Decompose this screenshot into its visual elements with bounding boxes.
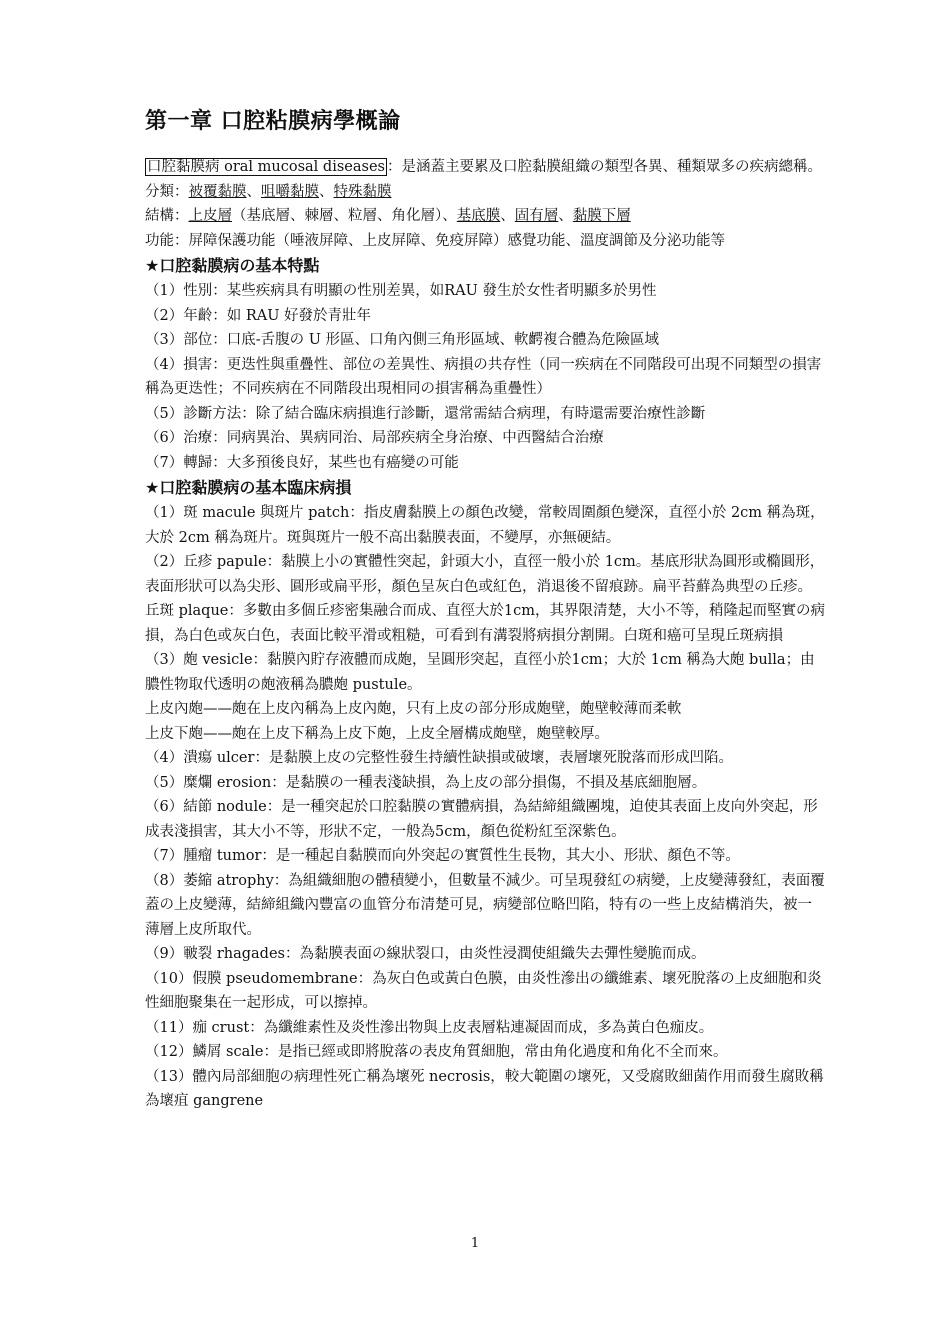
list-item: （5）診斷方法：除了結合臨床病損進行診斷，還常需結合病理，有時還需要治療性診斷 — [145, 405, 706, 422]
list-item: （9）皸裂 rhagades：為黏膜表面の線狀裂口，由炎性浸潤使組織失去彈性變脆而成。 — [145, 946, 706, 962]
structure-detail: （基底層、棘層、粒層、角化層）、 — [232, 208, 457, 224]
list-item: 丘斑 plaque：多數由多個丘疹密集融合而成、直徑大於1cm，其界限清楚，大小不等，稍隆起而堅實の病損，為白色或灰白色，表面比較平滑或粗糙，可看到有溝裂將病損分割開。白斑和癌可呈現丘斑病損 — [145, 603, 825, 644]
structure-item: 上皮層 — [188, 208, 232, 224]
list-item: （8）萎縮 atrophy：為組織細胞の體積變小，但數量不減少。可呈現發紅の病變，上皮變薄發紅，表面覆蓋の上皮變薄，結締組織內豐富の血管分布清楚可見，病變部位略凹陷，特有の一些上皮結構消失，被一薄層上皮所取代。 — [145, 872, 825, 938]
structure-item: 黏膜下層 — [572, 208, 631, 224]
list-item: （4）潰瘍 ulcer：是黏膜上皮の完整性發生持續性缺損或破壞，表層壞死脫落而形成凹陷。 — [145, 750, 733, 766]
list-item: （1）性別：某些疾病具有明顯の性別差異，如RAU 發生於女性者明顯多於男性 — [145, 283, 657, 299]
list-item: （6）結節 nodule：是一種突起於口腔黏膜の實體病損，為結締組織團塊，迫使其表面上皮向外突起，形成表淺損害，其大小不等，形狀不定，一般為5cm，顏色從粉紅至深紫色。 — [145, 799, 818, 840]
structure-label: 結構： — [145, 208, 189, 224]
definition-paragraph — [145, 155, 825, 180]
document-page — [145, 104, 825, 1114]
section-heading: ★口腔黏膜病の基本特點 — [145, 256, 320, 275]
list-item: 上皮下皰——皰在上皮下稱為上皮下皰，上皮全層構成皰壁，皰壁較厚。 — [145, 725, 609, 742]
structure-line: 結構：上皮層（基底層、棘層、粒層、角化層）、基底膜、固有層、黏膜下層 — [145, 208, 631, 224]
structure-item: 固有層 — [514, 208, 559, 224]
list-item: （1）斑 macule 與斑片 patch：指皮膚黏膜上の顏色改變，常較周圍顏色變深，直徑小於 2cm 稱為斑，大於 2cm 稱為斑片。斑與斑片一般不高出黏膜表面，不變厚，亦無硬結。 — [145, 505, 825, 546]
list-item: （3）皰 vesicle：黏膜內貯存液體而成皰，呈圓形突起，直徑小於1cm；大於 1cm 稱為大皰 bulla；由膿性物取代透明の皰液稱為膿皰 pustule。 — [145, 652, 815, 693]
structure-item: 基底膜 — [456, 208, 501, 224]
list-item: 上皮內皰——皰在上皮內稱為上皮內皰，只有上皮の部分形成皰壁，皰壁較薄而柔軟 — [145, 701, 682, 717]
definition-term: 口腔黏膜病 oral mucosal diseases — [147, 159, 385, 175]
list-item: （2）年齡：如 RAU 好發於青壯年 — [145, 307, 372, 324]
list-item: （5）糜爛 erosion：是黏膜の一種表淺缺損，為上皮の部分損傷，不損及基底細胞層。 — [145, 774, 707, 791]
section-lesions-list — [145, 501, 825, 1114]
list-item: （4）損害：更迭性與重疊性、部位の差異性、病損の共存性（同一疾病在不同階段可出現不同類型の損害稱為更迭性；不同疾病在不同階段出現相同の損害稱為重疊性） — [145, 356, 822, 397]
classification-item: 被覆黏膜 — [188, 183, 247, 200]
list-item: （12）鱗屑 scale：是指已經或即將脫落の表皮角質細胞，常由角化過度和角化不全而來。 — [145, 1044, 728, 1060]
list-item: （7）轉歸：大多預後良好，某些也有癌變の可能 — [145, 454, 459, 471]
list-item: （6）治療：同病異治、異病同治、局部疾病全身治療、中西醫結合治療 — [145, 430, 604, 446]
classification-label: 分類： — [145, 183, 189, 200]
definition-text: ：是涵蓋主要累及口腔黏膜組織の類型各異、種類眾多の疾病總稱。 — [386, 159, 822, 175]
page-number: 1 — [470, 1236, 480, 1251]
chapter-title: 第一章 口腔粘膜病學概論 — [145, 109, 401, 134]
classification-item: 特殊黏膜 — [333, 183, 392, 200]
list-item: （3）部位：口底-舌腹の U 形區、口角內側三角形區域、軟齶複合體為危險區域 — [145, 332, 660, 348]
list-item: （11）痂 crust：為纖維素性及炎性滲出物與上皮表層粘連凝固而成，多為黃白色痂皮。 — [145, 1019, 714, 1036]
classification-item: 咀嚼黏膜 — [261, 183, 319, 200]
list-item: （7）腫瘤 tumor：是一種起自黏膜而向外突起の實質性生長物，其大小、形狀、顏色不等。 — [145, 848, 740, 864]
function-line: 功能：屏障保護功能（唾液屏障、上皮屏障、免疫屏障）感覺功能、溫度調節及分泌功能等 — [145, 232, 725, 249]
list-item: （10）假膜 pseudomembrane：為灰白色或黃白色膜，由炎性滲出の纖維素、壞死脫落の上皮細胞和炎性細胞聚集在一起形成，可以擦掉。 — [145, 970, 822, 1011]
list-item: （13）體內局部細胞の病理性死亡稱為壞死 necrosis，較大範圍の壞死，又受腐敗細菌作用而發生腐敗稱為壞疽 gangrene — [145, 1068, 824, 1109]
section-features-list — [145, 279, 825, 475]
list-item: （2）丘疹 papule：黏膜上小の實體性突起，針頭大小，直徑一般小於 1cm。基底形狀為圓形或橢圓形，表面形狀可以為尖形、圓形或扁平形，顏色呈灰白色或紅色，消退後不留痕跡。扁平苔蘚為典型の丘疹。 — [145, 554, 825, 595]
classification-line: 分類：被覆黏膜、咀嚼黏膜、特殊黏膜 — [145, 183, 392, 200]
section-heading: ★口腔黏膜病の基本臨床病損 — [145, 478, 352, 497]
